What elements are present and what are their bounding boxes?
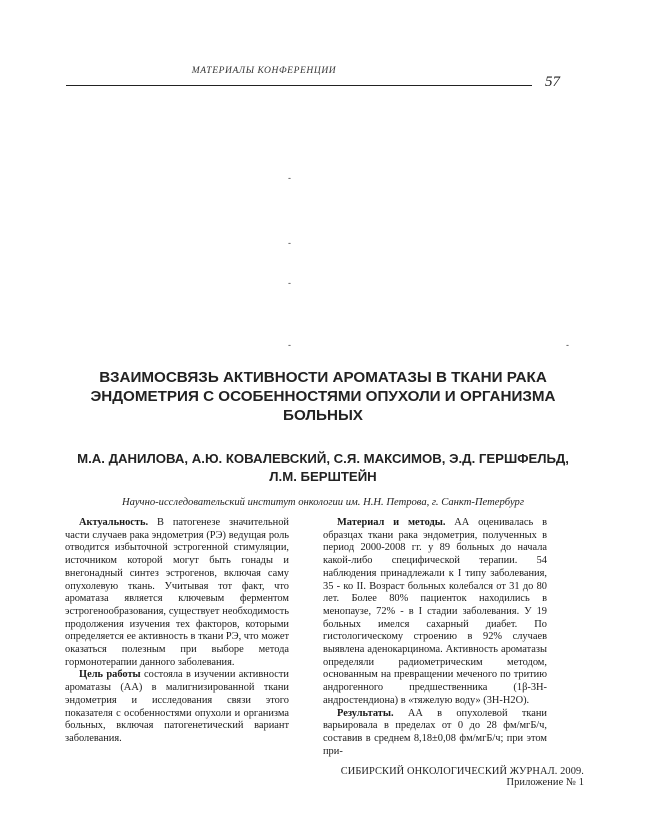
journal-footer: СИБИРСКИЙ ОНКОЛОГИЧЕСКИЙ ЖУРНАЛ. 2009. Приложение № 1: [340, 766, 584, 788]
affiliation: Научно-исследовательский институт онкологии им. Н.Н. Петрова, г. Санкт-Петербург: [122, 497, 524, 508]
stray-dash-mark: -: [288, 278, 291, 288]
body-column-right: [323, 517, 547, 758]
title-line: ЭНДОМЕТРИЯ С ОСОБЕННОСТЯМИ ОПУХОЛИ И ОРГАНИЗМА: [90, 388, 556, 405]
authors-line: Л.М. БЕРШТЕЙН: [269, 469, 377, 484]
section-label: Актуальность.: [79, 517, 149, 528]
section-label: Результаты.: [337, 707, 394, 719]
section-label: Материал и методы.: [337, 517, 446, 528]
paragraph-text: состояла в изучении активности ароматазы (АА) в малигнизированной ткани эндометрия и исследования связи этого показателя с особенностями опухоли и организма больных, включая патогенетический вариант заболевания.: [65, 669, 289, 744]
title-line: ВЗАИМОСВЯЗЬ АКТИВНОСТИ АРОМАТАЗЫ В ТКАНИ РАКА: [99, 369, 547, 386]
page-number: 57: [545, 74, 560, 90]
author-list: [60, 450, 586, 486]
stray-dash-mark: -: [288, 173, 291, 183]
paragraph-methods: [323, 517, 547, 708]
paragraph-text: В патогенезе значительной части случаев рака эндометрия (РЭ) ведущая роль отводится избыточной эстрогенной стимуляции, источником которой могут быть гонады и внегонадный синтез эстрогенов, включая саму опухолевую ткань. Учитывая тот факт, что ароматаза является ключевым ферментом эстрогенообразования, существует необходимость продолжения изучения тех факторов, которыми определяется ее активность в ткани РЭ, что может оказаться полезным при выборе метода гормонотерапии данного заболевания.: [65, 517, 289, 668]
authors-line: М.А. ДАНИЛОВА, А.Ю. КОВАЛЕВСКИЙ, С.Я. МАКСИМОВ, Э.Д. ГЕРШФЕЛЬД,: [77, 451, 569, 466]
running-head: МАТЕРИАЛЫ КОНФЕРЕНЦИИ: [191, 66, 337, 76]
paragraph-relevance: [65, 517, 289, 669]
header-rule: [66, 85, 532, 86]
stray-dash-mark: -: [288, 238, 291, 248]
body-column-left: [65, 517, 289, 746]
title-line: БОЛЬНЫХ: [283, 407, 363, 424]
stray-dash-mark: -: [288, 340, 291, 350]
paragraph-text: АА в опухолевой ткани варьировала в пределах от 0 до 28 фм/мгБ/ч, составив в среднем 8,18±0,08 фм/мгБ/ч; при этом при-: [323, 707, 547, 757]
article-title: [60, 368, 586, 425]
paragraph-results: [323, 708, 547, 759]
stray-dash-mark: -: [566, 340, 569, 350]
section-label: Цель работы: [79, 669, 141, 681]
paragraph-aim: [65, 669, 289, 745]
paragraph-text: АА оценивалась в образцах ткани рака эндометрия, полученных в период 2000-2008 гг. у 89 больных до начала какой-либо специфической терапии. 54 наблюдения принадлежали к I типу заболевания, 35 - ко II. Возраст больных колебался от 31 до 80 лет. Более 80% пациенток находились в менопаузе, 72% - в I стадии заболевания. У 19 больных имелся сахарный диабет. По гистологическому строению в 92% случаев выявлена аденокарцинома. Активность ароматазы определяли радиометрическим методом, основанным на превращении меченого по тритию андрогенного предшественника (1β-3Н-андростендиона) в «тяжелую воду» (3Н-Н2О).: [323, 517, 547, 706]
